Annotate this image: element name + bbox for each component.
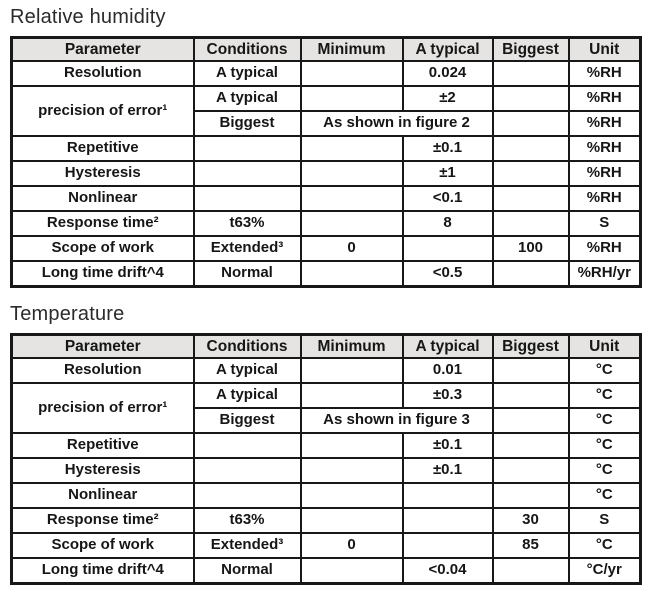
cell-typical: [403, 508, 493, 533]
cell-unit: °C: [569, 483, 641, 508]
cell-conditions: [194, 186, 301, 211]
cell-unit: %RH: [569, 236, 641, 261]
cell-unit: S: [569, 508, 641, 533]
col-header-typical: A typical: [403, 335, 493, 359]
cell-typical: ±0.1: [403, 136, 493, 161]
table-row-precision-typical: [12, 383, 641, 408]
cell-conditions: A typical: [194, 61, 301, 86]
cell-parameter: Long time drift^4: [12, 261, 194, 287]
cell-parameter: Long time drift^4: [12, 558, 194, 584]
cell-biggest: [493, 261, 569, 287]
cell-biggest: [493, 61, 569, 86]
table-header-row: [12, 38, 641, 62]
cell-unit: °C: [569, 358, 641, 383]
col-header-biggest: Biggest: [493, 38, 569, 62]
cell-parameter: Resolution: [12, 358, 194, 383]
cell-conditions: Biggest: [194, 111, 301, 136]
col-header-minimum: Minimum: [301, 38, 403, 62]
cell-minimum: [301, 136, 403, 161]
cell-conditions: [194, 433, 301, 458]
cell-biggest: [493, 86, 569, 111]
cell-minimum: [301, 458, 403, 483]
cell-minimum: [301, 61, 403, 86]
cell-conditions: [194, 458, 301, 483]
cell-typical: [403, 533, 493, 558]
cell-conditions: Normal: [194, 558, 301, 584]
table-row-repetitive: [12, 433, 641, 458]
cell-minimum: [301, 358, 403, 383]
cell-biggest: [493, 483, 569, 508]
cell-unit: °C: [569, 433, 641, 458]
col-header-unit: Unit: [569, 335, 641, 359]
col-header-parameter: Parameter: [12, 38, 194, 62]
cell-conditions: t63%: [194, 508, 301, 533]
table-row-long-time-drift: [12, 261, 641, 287]
cell-biggest: [493, 408, 569, 433]
cell-conditions: Biggest: [194, 408, 301, 433]
cell-parameter: Nonlinear: [12, 483, 194, 508]
col-header-conditions: Conditions: [194, 335, 301, 359]
cell-unit: %RH: [569, 186, 641, 211]
cell-unit: %RH: [569, 111, 641, 136]
cell-conditions: Extended³: [194, 236, 301, 261]
cell-biggest: [493, 161, 569, 186]
table-row-response-time: [12, 211, 641, 236]
cell-parameter: Hysteresis: [12, 458, 194, 483]
section-temperature: [10, 303, 640, 585]
cell-parameter: Resolution: [12, 61, 194, 86]
col-header-biggest: Biggest: [493, 335, 569, 359]
cell-figure-note: As shown in figure 2: [301, 111, 493, 136]
cell-conditions: [194, 161, 301, 186]
cell-minimum: [301, 508, 403, 533]
cell-biggest: [493, 136, 569, 161]
cell-minimum: [301, 483, 403, 508]
cell-unit: S: [569, 211, 641, 236]
cell-typical: 0.024: [403, 61, 493, 86]
cell-parameter: Repetitive: [12, 136, 194, 161]
cell-biggest: 85: [493, 533, 569, 558]
cell-parameter: Nonlinear: [12, 186, 194, 211]
cell-biggest: 30: [493, 508, 569, 533]
cell-minimum: [301, 161, 403, 186]
relative-humidity-table: [10, 36, 642, 288]
cell-figure-note: As shown in figure 3: [301, 408, 493, 433]
cell-conditions: Extended³: [194, 533, 301, 558]
col-header-unit: Unit: [569, 38, 641, 62]
temperature-table: [10, 333, 642, 585]
cell-conditions: A typical: [194, 383, 301, 408]
col-header-conditions: Conditions: [194, 38, 301, 62]
section-title-relative-humidity: Relative humidity: [10, 6, 166, 28]
cell-typical: <0.1: [403, 186, 493, 211]
cell-unit: %RH/yr: [569, 261, 641, 287]
cell-unit: %RH: [569, 136, 641, 161]
cell-conditions: A typical: [194, 358, 301, 383]
table-row-response-time: [12, 508, 641, 533]
cell-minimum: 0: [301, 533, 403, 558]
table-row-nonlinear: [12, 186, 641, 211]
cell-typical: <0.04: [403, 558, 493, 584]
cell-minimum: 0: [301, 236, 403, 261]
cell-typical: 8: [403, 211, 493, 236]
cell-unit: °C: [569, 383, 641, 408]
cell-unit: %RH: [569, 86, 641, 111]
table-header-row: [12, 335, 641, 359]
cell-minimum: [301, 211, 403, 236]
cell-typical: <0.5: [403, 261, 493, 287]
cell-unit: °C: [569, 533, 641, 558]
cell-biggest: 100: [493, 236, 569, 261]
cell-minimum: [301, 86, 403, 111]
cell-parameter: Scope of work: [12, 533, 194, 558]
table-row-scope-of-work: [12, 533, 641, 558]
cell-conditions: t63%: [194, 211, 301, 236]
cell-parameter: Scope of work: [12, 236, 194, 261]
cell-parameter: precision of error¹: [12, 86, 194, 136]
cell-typical: ±0.1: [403, 433, 493, 458]
col-header-minimum: Minimum: [301, 335, 403, 359]
cell-conditions: A typical: [194, 86, 301, 111]
cell-biggest: [493, 186, 569, 211]
table-row-nonlinear: [12, 483, 641, 508]
cell-biggest: [493, 111, 569, 136]
cell-typical: 0.01: [403, 358, 493, 383]
cell-unit: °C: [569, 408, 641, 433]
cell-conditions: [194, 136, 301, 161]
table-row-resolution: [12, 61, 641, 86]
table-row-long-time-drift: [12, 558, 641, 584]
cell-minimum: [301, 383, 403, 408]
section-title-temperature: Temperature: [10, 303, 125, 325]
cell-conditions: [194, 483, 301, 508]
table-row-repetitive: [12, 136, 641, 161]
cell-typical: [403, 236, 493, 261]
table-row-scope-of-work: [12, 236, 641, 261]
cell-minimum: [301, 186, 403, 211]
cell-parameter: precision of error¹: [12, 383, 194, 433]
cell-minimum: [301, 261, 403, 287]
cell-biggest: [493, 211, 569, 236]
col-header-typical: A typical: [403, 38, 493, 62]
table-row-hysteresis: [12, 161, 641, 186]
cell-biggest: [493, 558, 569, 584]
cell-biggest: [493, 458, 569, 483]
cell-minimum: [301, 433, 403, 458]
cell-conditions: Normal: [194, 261, 301, 287]
cell-typical: ±1: [403, 161, 493, 186]
section-relative-humidity: [10, 6, 640, 288]
cell-biggest: [493, 358, 569, 383]
cell-typical: ±2: [403, 86, 493, 111]
cell-parameter: Response time²: [12, 508, 194, 533]
cell-biggest: [493, 433, 569, 458]
table-row-precision-typical: [12, 86, 641, 111]
cell-minimum: [301, 558, 403, 584]
cell-typical: ±0.1: [403, 458, 493, 483]
cell-unit: °C/yr: [569, 558, 641, 584]
cell-typical: ±0.3: [403, 383, 493, 408]
cell-unit: %RH: [569, 161, 641, 186]
cell-biggest: [493, 383, 569, 408]
cell-parameter: Repetitive: [12, 433, 194, 458]
table-row-resolution: [12, 358, 641, 383]
cell-unit: °C: [569, 458, 641, 483]
cell-parameter: Response time²: [12, 211, 194, 236]
col-header-parameter: Parameter: [12, 335, 194, 359]
table-row-hysteresis: [12, 458, 641, 483]
cell-typical: [403, 483, 493, 508]
cell-parameter: Hysteresis: [12, 161, 194, 186]
cell-unit: %RH: [569, 61, 641, 86]
